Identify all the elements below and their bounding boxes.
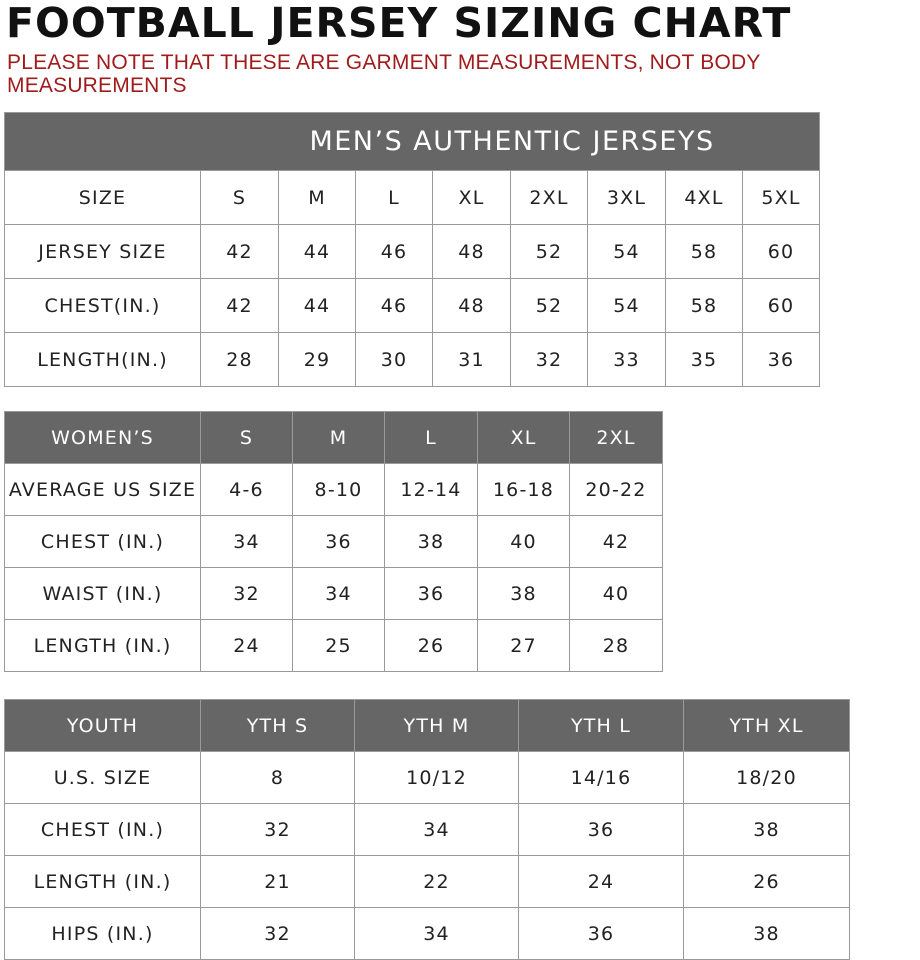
row-label: CHEST (IN.) [5, 516, 201, 568]
size-header: M [293, 412, 385, 464]
table-cell: 58 [666, 279, 743, 333]
size-header: YTH M [355, 700, 519, 752]
table-cell: 36 [385, 568, 478, 620]
row-label: U.S. SIZE [5, 752, 201, 804]
table-cell: 24 [519, 856, 684, 908]
table-cell: 36 [743, 333, 820, 387]
table-cell: 52 [511, 279, 588, 333]
row-label: WAIST (IN.) [5, 568, 201, 620]
table-cell: 32 [201, 908, 355, 960]
table-cell: 36 [293, 516, 385, 568]
table-cell: 38 [385, 516, 478, 568]
table-row [5, 908, 850, 960]
table-cell: 44 [279, 279, 356, 333]
womens-size-table [4, 411, 663, 672]
table-cell: 54 [588, 279, 666, 333]
size-header: S [201, 171, 279, 225]
table-cell: 20-22 [570, 464, 663, 516]
table-cell: 42 [201, 279, 279, 333]
table-cell: 32 [201, 804, 355, 856]
size-header: M [279, 171, 356, 225]
table-cell: 34 [201, 516, 293, 568]
row-label: SIZE [5, 171, 201, 225]
table-cell: 27 [478, 620, 570, 672]
table-cell: 26 [684, 856, 850, 908]
size-header: XL [478, 412, 570, 464]
table-cell: 35 [666, 333, 743, 387]
womens-header: WOMEN’S [5, 412, 201, 464]
table-cell: 38 [684, 908, 850, 960]
table-header-row [5, 412, 663, 464]
table-cell: 33 [588, 333, 666, 387]
table-cell: 32 [201, 568, 293, 620]
table-row [5, 856, 850, 908]
mens-table-title: MEN’S AUTHENTIC JERSEYS [5, 113, 820, 171]
table-cell: 34 [355, 908, 519, 960]
table-row [5, 568, 663, 620]
table-row [5, 171, 820, 225]
row-label: CHEST (IN.) [5, 804, 201, 856]
table-cell: 46 [356, 225, 433, 279]
table-cell: 54 [588, 225, 666, 279]
table-cell: 46 [356, 279, 433, 333]
table-cell: 28 [201, 333, 279, 387]
table-cell: 21 [201, 856, 355, 908]
table-cell: 31 [433, 333, 511, 387]
table-cell: 52 [511, 225, 588, 279]
table-cell: 22 [355, 856, 519, 908]
table-cell: 48 [433, 279, 511, 333]
table-cell: 38 [478, 568, 570, 620]
size-header: L [356, 171, 433, 225]
table-cell: 26 [385, 620, 478, 672]
measurement-note: PLEASE NOTE THAT THESE ARE GARMENT MEASUREMENTS, NOT BODY MEASUREMENTS [7, 51, 761, 97]
row-label: JERSEY SIZE [5, 225, 201, 279]
table-row [5, 804, 850, 856]
table-cell: 32 [511, 333, 588, 387]
table-cell: 40 [570, 568, 663, 620]
table-cell: 24 [201, 620, 293, 672]
table-row [5, 464, 663, 516]
table-cell: 16-18 [478, 464, 570, 516]
table-row [5, 752, 850, 804]
table-cell: 42 [201, 225, 279, 279]
size-header: YTH S [201, 700, 355, 752]
table-cell: 36 [519, 804, 684, 856]
row-label: AVERAGE US SIZE [5, 464, 201, 516]
table-cell: 34 [355, 804, 519, 856]
table-row [5, 620, 663, 672]
table-row [5, 225, 820, 279]
table-cell: 25 [293, 620, 385, 672]
size-header: L [385, 412, 478, 464]
size-header: XL [433, 171, 511, 225]
table-cell: 10/12 [355, 752, 519, 804]
table-cell: 58 [666, 225, 743, 279]
table-row [5, 333, 820, 387]
size-header: 5XL [743, 171, 820, 225]
row-label: LENGTH(IN.) [5, 333, 201, 387]
table-cell: 40 [478, 516, 570, 568]
table-cell: 44 [279, 225, 356, 279]
size-header: YTH L [519, 700, 684, 752]
table-cell: 4-6 [201, 464, 293, 516]
table-cell: 38 [684, 804, 850, 856]
table-cell: 29 [279, 333, 356, 387]
table-cell: 18/20 [684, 752, 850, 804]
table-cell: 8 [201, 752, 355, 804]
table-cell: 36 [519, 908, 684, 960]
table-cell: 60 [743, 225, 820, 279]
size-header: 4XL [666, 171, 743, 225]
row-label: LENGTH (IN.) [5, 856, 201, 908]
youth-size-table [4, 699, 850, 960]
size-header: YTH XL [684, 700, 850, 752]
table-cell: 48 [433, 225, 511, 279]
table-row [5, 516, 663, 568]
table-cell: 28 [570, 620, 663, 672]
table-cell: 30 [356, 333, 433, 387]
size-header: 3XL [588, 171, 666, 225]
table-cell: 34 [293, 568, 385, 620]
youth-header: YOUTH [5, 700, 201, 752]
table-cell: 60 [743, 279, 820, 333]
table-cell: 12-14 [385, 464, 478, 516]
table-cell: 42 [570, 516, 663, 568]
table-row [5, 279, 820, 333]
table-header-row [5, 700, 850, 752]
table-cell: 8-10 [293, 464, 385, 516]
row-label: HIPS (IN.) [5, 908, 201, 960]
mens-size-table [4, 112, 820, 387]
size-header: S [201, 412, 293, 464]
page-title: FOOTBALL JERSEY SIZING CHART [6, 0, 792, 47]
size-header: 2XL [511, 171, 588, 225]
row-label: CHEST(IN.) [5, 279, 201, 333]
row-label: LENGTH (IN.) [5, 620, 201, 672]
table-cell: 14/16 [519, 752, 684, 804]
size-header: 2XL [570, 412, 663, 464]
